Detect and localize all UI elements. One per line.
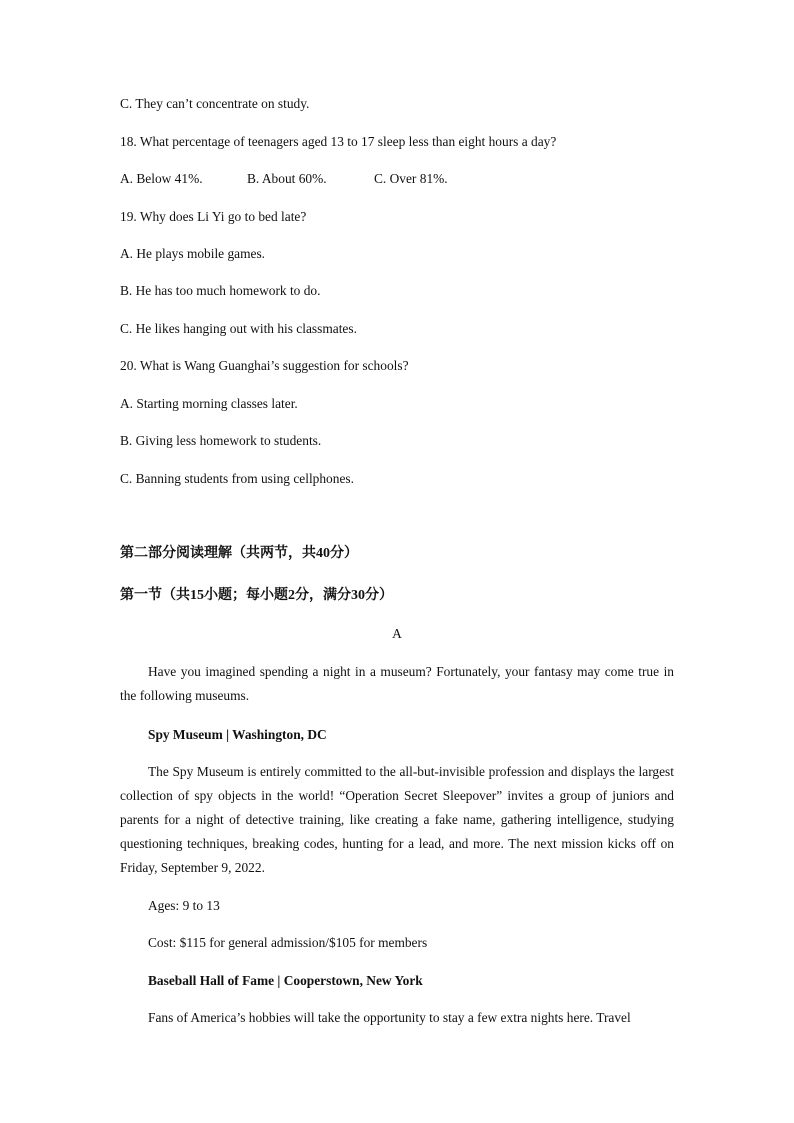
- spy-museum-ages: Ages: 9 to 13: [148, 898, 220, 913]
- q18-options: [120, 170, 448, 188]
- q18-question: 18. What percentage of teenagers aged 13 to 17 sleep less than eight hours a day?: [120, 134, 557, 149]
- q20-question: 20. What is Wang Guanghai’s suggestion for schools?: [120, 358, 409, 373]
- q20-option-b: B. Giving less homework to students.: [120, 433, 322, 448]
- q19-option-a: A. He plays mobile games.: [120, 246, 266, 261]
- q20-option-a: A. Starting morning classes later.: [120, 396, 298, 411]
- spy-museum-body: The Spy Museum is entirely committed to the all-but-invisible profession and displays the largest collection of spy objects in the world! “Operation Secret Sleepover” invites a group of juniors and parents for a night of detective training, like creating a fake name, gathering intelligence, studying questioning techniques, breaking codes, hunting for a lead, and more. The next mission kicks off on Friday, September 9, 2022.: [120, 764, 674, 875]
- spy-museum-title: Spy Museum | Washington, DC: [148, 727, 327, 742]
- q19-option-c: C. He likes hanging out with his classmates.: [120, 321, 357, 336]
- q19-option-b: B. He has too much homework to do.: [120, 283, 321, 298]
- part2-heading: 第二部分阅读理解（共两节，共40分）: [120, 546, 358, 561]
- passage-label: A: [392, 626, 402, 641]
- q20-option-c: C. Banning students from using cellphones.: [120, 471, 354, 486]
- q18-option-b: B. About 60%.: [247, 171, 327, 186]
- q18-option-a: A. Below 41%.: [120, 171, 203, 186]
- spy-museum-cost: Cost: $115 for general admission/$105 for members: [148, 935, 428, 950]
- baseball-hall-title: Baseball Hall of Fame | Cooperstown, New York: [148, 973, 423, 988]
- passage-intro: Have you imagined spending a night in a museum? Fortunately, your fantasy may come true in the following museums.: [120, 664, 674, 703]
- section1-heading: 第一节（共15小题；每小题2分，满分30分）: [120, 588, 393, 603]
- q17-option-c: C. They can’t concentrate on study.: [120, 96, 310, 111]
- q19-question: 19. Why does Li Yi go to bed late?: [120, 209, 307, 224]
- baseball-hall-body: Fans of America’s hobbies will take the opportunity to stay a few extra nights here. Travel: [148, 1010, 631, 1025]
- q18-option-c: C. Over 81%.: [374, 171, 448, 186]
